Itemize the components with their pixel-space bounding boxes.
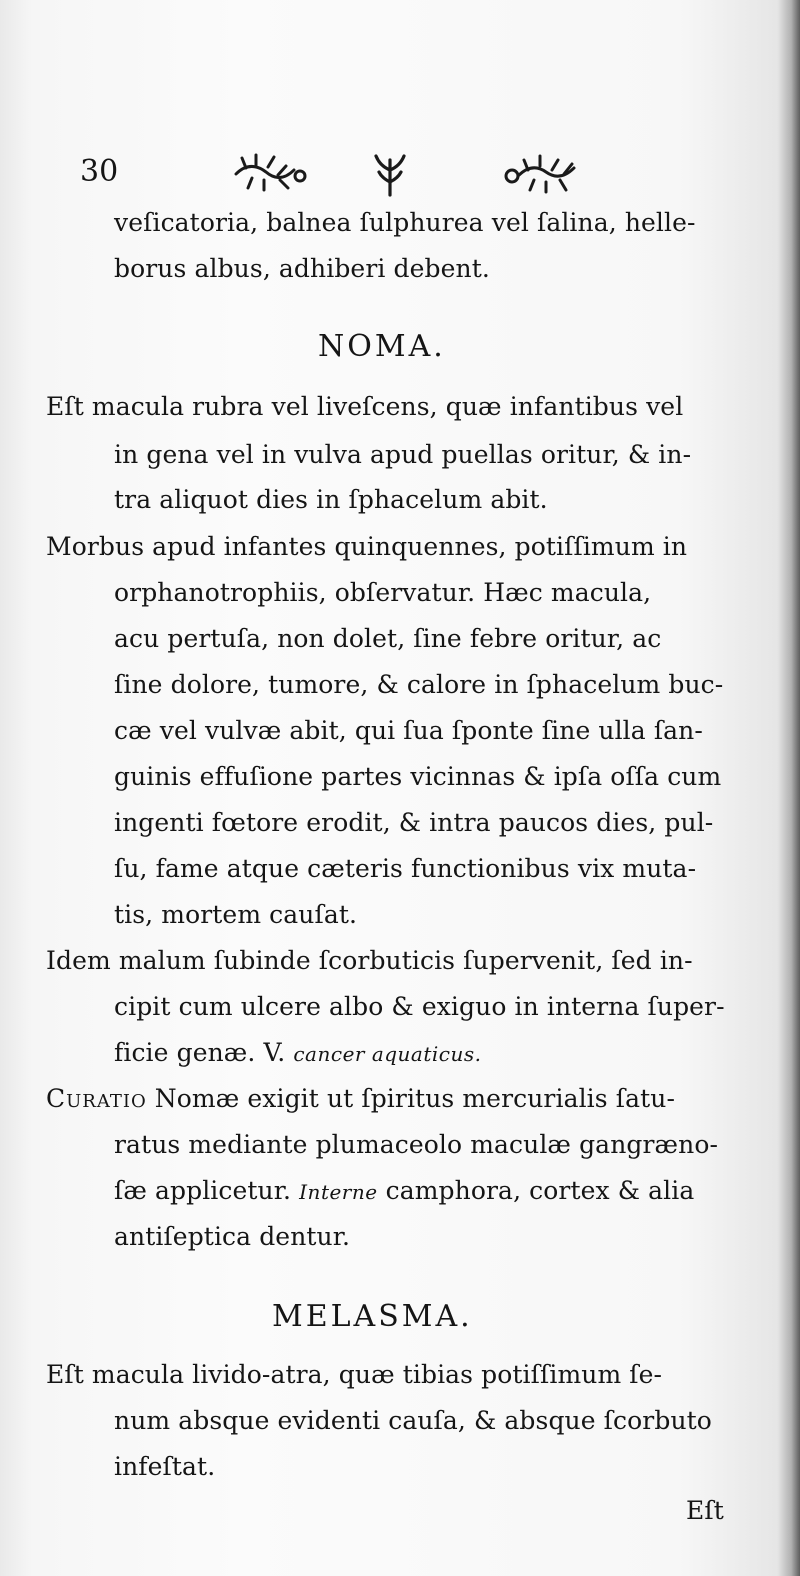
- text-fragment: camphora, cortex & alia: [385, 1176, 695, 1205]
- text-line: borus albus, adhiberi debent.: [114, 254, 490, 283]
- page-gutter-shadow: [778, 0, 800, 1576]
- text-fragment: Nomæ exigit ut ſpiritus mercurialis ſatu-: [154, 1084, 675, 1113]
- text-line: guinis effuſione partes vicinnas & ipſa oſſa cum: [114, 762, 722, 791]
- text-line: ſu, fame atque cæteris functionibus vix muta-: [114, 854, 697, 883]
- italic-word: Interne: [299, 1180, 378, 1204]
- text-line: cæ vel vulvæ abit, qui ſua ſponte ſine ulla ſan-: [114, 716, 703, 745]
- text-line: tra aliquot dies in ſphacelum abit.: [114, 485, 548, 514]
- text-line: acu pertuſa, non dolet, ſine febre oritur, ac: [114, 624, 662, 653]
- text-line: veſicatoria, balnea ſulphurea vel ſalina, helle-: [114, 208, 696, 237]
- text-line: tis, mortem cauſat.: [114, 900, 358, 929]
- right-flourish-icon: [500, 150, 580, 200]
- text-fragment: ſæ applicetur.: [114, 1176, 292, 1205]
- section-heading-melasma: MELASMA.: [272, 1299, 473, 1334]
- left-flourish-icon: [230, 150, 310, 200]
- page-number: 30: [80, 154, 119, 189]
- text-line: [46, 1084, 675, 1114]
- text-line: ſine dolore, tumore, & calore in ſphacelum buc-: [114, 670, 724, 699]
- text-line: orphanotrophiis, obſervatur. Hæc macula,: [114, 578, 652, 607]
- text-fragment: ficie genæ. V.: [114, 1038, 286, 1067]
- text-line: [114, 1038, 482, 1069]
- center-sprig-icon: [370, 150, 410, 200]
- catchword: Eſt: [686, 1496, 724, 1525]
- curatio-label: Curatio: [46, 1084, 147, 1113]
- text-line: num absque evidenti cauſa, & absque ſcorbuto: [114, 1406, 712, 1435]
- text-line: in gena vel in vulva apud puellas oritur, & in-: [114, 440, 692, 469]
- text-line: ingenti fœtore erodit, & intra paucos dies, pul-: [114, 808, 714, 837]
- text-line: ratus mediante plumaceolo maculæ gangræno-: [114, 1130, 719, 1159]
- text-line: [114, 1176, 694, 1207]
- italic-reference: cancer aquaticus.: [293, 1042, 482, 1066]
- text-line: Idem malum ſubinde ſcorbuticis ſupervenit, ſed in-: [46, 946, 693, 975]
- section-heading-noma: NOMA.: [318, 329, 446, 364]
- text-line: Eſt macula rubra vel liveſcens, quæ infantibus vel: [46, 392, 684, 421]
- text-line: cipit cum ulcere albo & exiguo in interna ſuper-: [114, 992, 725, 1021]
- text-line: infeſtat.: [114, 1452, 216, 1481]
- text-line: antiſeptica dentur.: [114, 1222, 351, 1251]
- text-line: Morbus apud infantes quinquennes, potiſſimum in: [46, 532, 688, 561]
- text-line: Eſt macula livido-atra, quæ tibias potiſſimum ſe-: [46, 1360, 663, 1389]
- running-head: [80, 150, 600, 200]
